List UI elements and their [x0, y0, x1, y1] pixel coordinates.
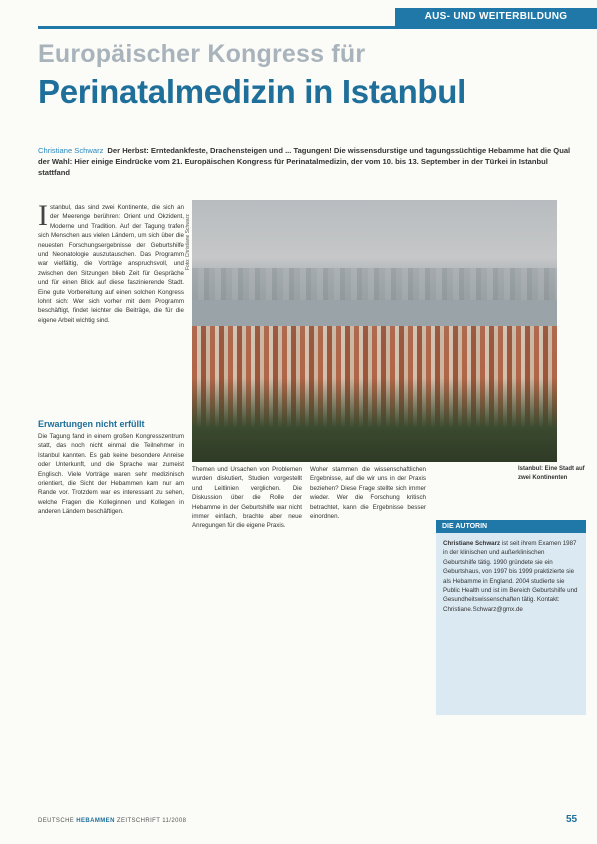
section-rule [38, 26, 597, 29]
infobox-author-name: Christiane Schwarz [443, 540, 501, 547]
footer-brand: HEBAMMEN [76, 818, 115, 824]
body-column-2: Themen und Ursachen von Problemen wurden diskutiert, Studien vorgestellt und Leitlinien verglichen. Die Diskussion über die Rolle der Hebamme in der Geburtshilfe war nicht immer einfach, brachte aber neue Anregungen für die eigene Praxis. [192, 466, 302, 530]
body-column-1 [38, 199, 184, 325]
footer-pre: DEUTSCHE [38, 818, 75, 824]
body-column-1-continued: Die Tagung fand in einem großen Kongresszentrum statt, das noch nicht einmal die Teilnehmer in Istanbul kannten. Es gab keine besondere Anreise oder Unterkunft, und die Sprache war zumeist Englisch. Viele Vorträge waren sehr medizinisch orientiert, die Sicht der Hebammen kam nur am Rande vor. Trotzdem war es interessant zu sehen, welche Fragen die Kolleginnen und Kollegen in anderen Ländern beschäftigen. [38, 433, 184, 516]
infobox-text: ist seit ihrem Examen 1987 in der klinischen und außerklinischen Geburtshilfe tätig. 1990 gründete sie ein Geburtshaus, von 1997 bis 1999 praktizierte sie als Hebamme in England. 2004 studierte sie Public Health und ist im Bereich Geburtshilfe und Gesundheitswissenschaften tätig. Kontakt: [443, 540, 578, 604]
article-headline: Perinatalmedizin in Istanbul [38, 73, 467, 110]
infobox-email[interactable]: Christiane.Schwarz@gmx.de [443, 605, 523, 613]
subheading: Erwartungen nicht erfüllt [38, 419, 145, 429]
body-column-3: Woher stammen die wissenschaftlichen Ergebnisse, auf die wir uns in der Praxis beziehen? Diese Frage stellte sich immer wieder. Wer die Forschung kritisch betrachtet, kann die Ergebnisse besser einordnen. [310, 466, 426, 521]
photo-trees [192, 378, 557, 462]
photo-caption: Istanbul: Eine Stadt auf zwei Kontinenten [518, 466, 585, 481]
article-lead [38, 145, 578, 178]
photo-water [192, 300, 557, 326]
body-column-1-text: stanbul, das sind zwei Kontinente, die sich an der Meerenge berühren: Orient und Okzident, Moderne und Tradition. Auf der Tagung trafen sich Menschen aus vielen Ländern, um sich über die neuesten Forschungsergebnisse der Geburtshilfe und Neonatologie auszutauschen. Das Programm war vielfältig, die Vorträge anspruchsvoll, und zwischen den Sitzungen blieb Zeit für Gespräche und für einen Blick auf diese faszinierende Stadt. Eine gute Vorbereitung auf einen solchen Kongress lohnt sich: Wer sich vorher mit dem Programm beschäftigt, findet leichter die Beiträge, die für die eigene Arbeit wichtig sind. [38, 204, 184, 324]
drop-cap: I [38, 199, 48, 232]
footer-post: ZEITSCHRIFT 11/2008 [116, 818, 187, 824]
lead-author: Christiane Schwarz [38, 146, 104, 155]
section-label: AUS- UND WEITERBILDUNG [395, 8, 597, 26]
author-infobox [436, 533, 586, 715]
page-footer [38, 818, 186, 824]
lead-text: Der Herbst: Erntedankfeste, Drachensteigen und ... Tagungen! Die wissensdurstige und tagungssüchtige Hebamme hat die Qual der Wahl: Hier einige Eindrücke vom 21. Europäischen Kongress für Perinatalmedizin, der vom 10. bis 13. September in der Türkei in Istanbul stattfand [38, 146, 571, 177]
photo-credit: Foto: Christiane Schwarz [185, 214, 191, 270]
article-kicker: Europäischer Kongress für [38, 40, 366, 68]
infobox-title: DIE AUTORIN [436, 520, 586, 533]
page-number: 55 [566, 814, 578, 825]
istanbul-photo [192, 200, 557, 462]
